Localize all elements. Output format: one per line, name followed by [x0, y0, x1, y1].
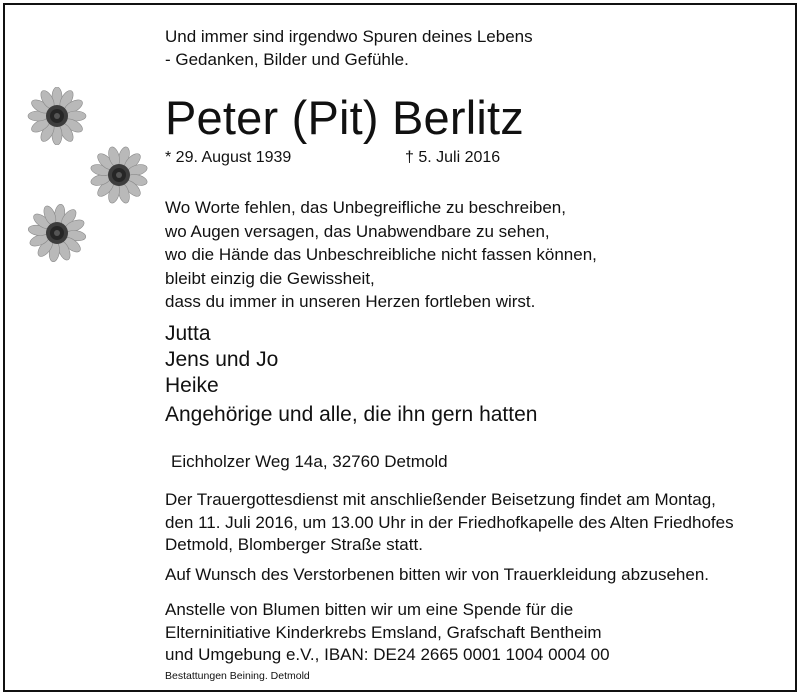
quote-line: - Gedanken, Bilder und Gefühle. — [165, 50, 409, 69]
donation-info — [165, 599, 610, 667]
poem-line: dass du immer in unseren Herzen fortleben wirst. — [165, 292, 536, 311]
poem-line: Wo Worte fehlen, das Unbegreifliche zu beschreiben, — [165, 198, 566, 217]
clothing-request — [165, 564, 709, 587]
funeral-home-credit: Bestattungen Beining. Detmold — [165, 670, 310, 682]
donation-line: Anstelle von Blumen bitten wir um eine Spende für die — [165, 600, 574, 619]
mourner-name: Jens und Jo — [165, 348, 279, 371]
deceased-name: Peter (Pit) Berlitz — [165, 91, 524, 144]
poem-line: wo die Hände das Unbeschreibliche nicht fassen können, — [165, 245, 597, 264]
relatives-line: Angehörige und alle, die ihn gern hatten — [165, 403, 538, 426]
poem — [165, 196, 597, 314]
service-line: Detmold, Blomberger Straße statt. — [165, 535, 423, 554]
funeral-service-info — [165, 489, 734, 557]
service-line: den 11. Juli 2016, um 13.00 Uhr in der Friedhofkapelle des Alten Friedhofes — [165, 512, 734, 532]
sunflower-icon — [89, 146, 149, 204]
obituary-notice — [3, 3, 797, 692]
address: Eichholzer Weg 14a, 32760 Detmold — [171, 452, 448, 471]
mourner-name: Jutta — [165, 322, 211, 345]
sunflower-icon — [27, 204, 87, 262]
sunflower-icon — [27, 87, 87, 145]
quote-line: Und immer sind irgendwo Spuren deines Lebens — [165, 27, 533, 46]
death-date: † 5. Juli 2016 — [405, 149, 501, 166]
donation-line: und Umgebung e.V., IBAN: DE24 2665 0001 1004 0004 00 — [165, 645, 610, 664]
mourner-name: Heike — [165, 374, 219, 397]
birth-date: * 29. August 1939 — [165, 149, 292, 166]
donation-line: Elterninitiative Kinderkrebs Emsland, Grafschaft Bentheim — [165, 622, 602, 642]
poem-line: wo Augen versagen, das Unabwendbare zu sehen, — [165, 221, 550, 241]
opening-quote — [165, 25, 533, 71]
mourners-list — [165, 321, 278, 399]
poem-line: bleibt einzig die Gewissheit, — [165, 268, 375, 288]
service-line: Der Trauergottesdienst mit anschließender Beisetzung findet am Montag, — [165, 490, 716, 509]
clothing-line: Auf Wunsch des Verstorbenen bitten wir von Trauerkleidung abzusehen. — [165, 565, 710, 584]
